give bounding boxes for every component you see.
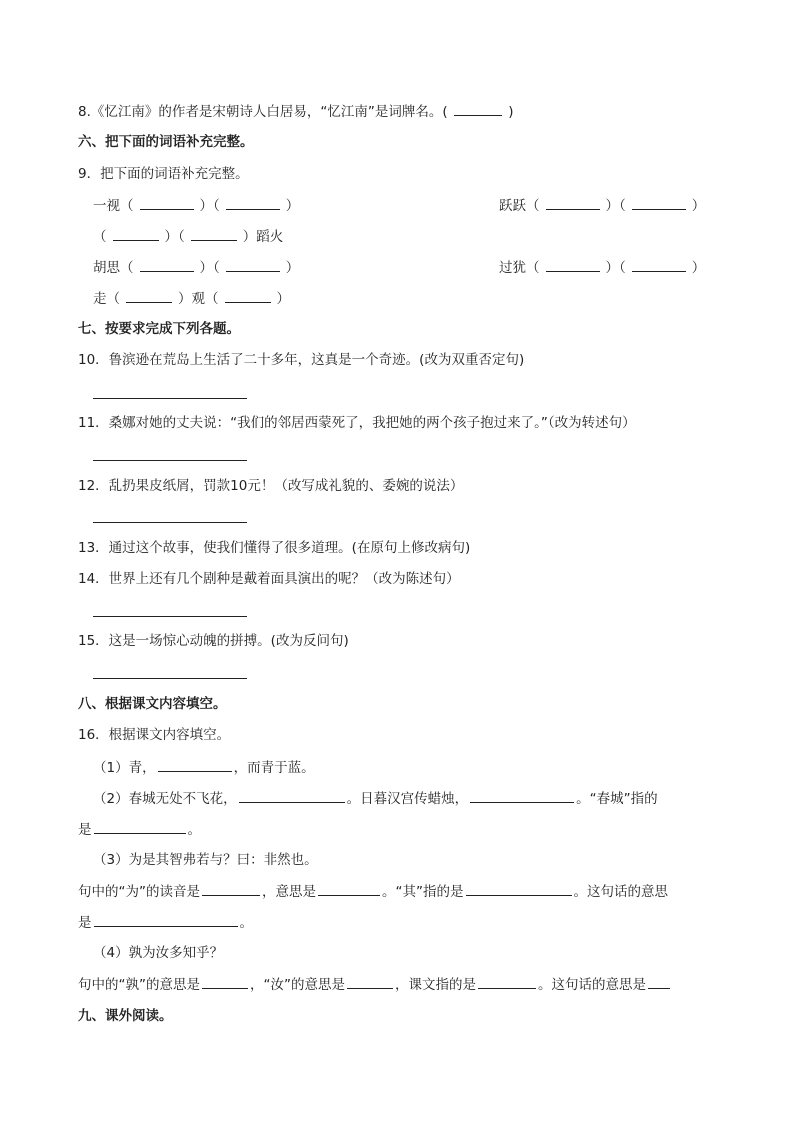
q9-text: 过犹（: [499, 260, 540, 276]
question-10: 10．鲁滨逊在荒岛上生活了二十多年，这真是一个奇迹。(改为双重否定句): [78, 352, 525, 368]
q9-text: ）: [285, 198, 300, 214]
question-9-stem: 9．把下面的词语补充完整。: [78, 166, 249, 182]
answer-blank[interactable]: [158, 757, 232, 772]
q16-part4-line: [78, 974, 672, 995]
section-8-heading: 八、根据课文内容填空。: [78, 696, 227, 712]
question-11: 11．桑娜对她的丈夫说：“我们的邻居西蒙死了，我把她的两个孩子抱过来了。”（改为转述句）: [78, 415, 636, 431]
q16-text: ，“汝”的意思是: [250, 977, 345, 993]
q9-text: ）（: [605, 260, 626, 276]
answer-blank[interactable]: [632, 195, 686, 210]
answer-blank[interactable]: [648, 974, 670, 989]
q16-text: ，课文指的是: [395, 977, 476, 993]
answer-blank[interactable]: [470, 788, 574, 803]
q9-text: ）: [691, 198, 706, 214]
section-6-heading: 六、把下面的词语补充完整。: [78, 134, 254, 150]
answer-blank[interactable]: [94, 912, 238, 927]
q16-part1: [93, 757, 315, 778]
q9-text: ）: [285, 260, 300, 276]
answer-blank[interactable]: [94, 819, 186, 834]
q9-row1-right: [499, 195, 705, 216]
q9-text: ）: [276, 291, 290, 307]
q16-part2: [93, 788, 658, 809]
q9-text: ）（: [164, 229, 185, 245]
q16-text: 句中的“为”的读音是: [78, 884, 200, 900]
q16-text: ，而青于蓝。: [233, 760, 315, 776]
q16-part4: （4）孰为汝多知乎？: [93, 945, 224, 961]
q16-text: 句中的“孰”的意思是: [78, 977, 200, 993]
answer-blank[interactable]: [454, 101, 502, 116]
answer-blank[interactable]: [191, 226, 237, 241]
q16-text: 是: [78, 915, 92, 931]
question-16-stem: 16．根据课文内容填空。: [78, 727, 231, 743]
answer-blank[interactable]: [546, 195, 600, 210]
answer-blank[interactable]: [466, 881, 572, 896]
q16-part3-line: [78, 881, 668, 902]
answer-blank[interactable]: [347, 974, 393, 989]
question-8-text: 8.《忆江南》的作者是宋朝诗人白居易，“忆江南”是词牌名。(: [78, 104, 448, 120]
q16-text: 。“春城”指的: [576, 791, 658, 807]
answer-blank[interactable]: [202, 974, 248, 989]
q16-text: 。这句话的意思: [573, 884, 668, 900]
q9-text: ）（: [605, 198, 626, 214]
answer-line[interactable]: [93, 522, 247, 523]
q16-text: （1）青，: [93, 760, 156, 776]
q16-part3-cont: [78, 912, 253, 933]
question-13: 13．通过这个故事，使我们懂得了很多道理。(在原句上修改病句): [78, 540, 471, 556]
answer-line[interactable]: [93, 398, 247, 399]
q16-text: 。: [187, 822, 201, 838]
answer-blank[interactable]: [140, 257, 194, 272]
q16-text: 。“其”指的是: [382, 884, 464, 900]
answer-line[interactable]: [93, 460, 247, 461]
q16-part3: （3）为是其智弗若与？曰：非然也。: [93, 852, 318, 868]
q9-row2: [93, 226, 283, 247]
q16-part2-cont: [78, 819, 201, 840]
answer-line[interactable]: [93, 616, 247, 617]
q16-text: 。日暮汉宫传蜡烛，: [346, 791, 469, 807]
q9-text: ）（: [199, 260, 220, 276]
q9-text: ）（: [199, 198, 220, 214]
q9-text: 一视（: [93, 198, 134, 214]
answer-blank[interactable]: [239, 788, 345, 803]
section-7-heading: 七、按要求完成下列各题。: [78, 321, 240, 337]
question-12: 12．乱扔果皮纸屑，罚款10元！（改写成礼貌的、委婉的说法）: [78, 478, 464, 494]
answer-blank[interactable]: [202, 881, 260, 896]
answer-blank[interactable]: [546, 257, 600, 272]
q16-text: （2）春城无处不飞花，: [93, 791, 237, 807]
answer-blank[interactable]: [478, 974, 536, 989]
q9-row3-left: [93, 257, 299, 278]
q9-text: ）: [691, 260, 706, 276]
answer-blank[interactable]: [226, 257, 280, 272]
q16-text: 是: [78, 822, 92, 838]
q9-row4: [93, 288, 290, 309]
q16-text: 。: [239, 915, 253, 931]
question-14: 14．世界上还有几个剧种是戴着面具演出的呢？（改为陈述句）: [78, 571, 460, 587]
q9-text: ）观（: [178, 291, 219, 307]
answer-blank[interactable]: [318, 881, 380, 896]
q9-text: ）蹈火: [242, 229, 284, 245]
section-9-heading: 九、课外阅读。: [78, 1008, 173, 1024]
answer-blank[interactable]: [140, 195, 194, 210]
answer-blank[interactable]: [126, 288, 172, 303]
answer-line[interactable]: [93, 678, 247, 679]
question-15: 15．这是一场惊心动魄的拼搏。(改为反问句): [78, 633, 349, 649]
q9-row3-right: [499, 257, 705, 278]
q9-text: 胡思（: [93, 260, 134, 276]
q16-text: ，意思是: [262, 884, 316, 900]
answer-blank[interactable]: [225, 288, 271, 303]
q9-text: 走（: [93, 291, 120, 307]
question-8: [78, 101, 514, 122]
q9-row1-left: [93, 195, 299, 216]
q9-text: （: [93, 229, 107, 245]
answer-blank[interactable]: [632, 257, 686, 272]
answer-blank[interactable]: [226, 195, 280, 210]
q9-text: 跃跃（: [499, 198, 540, 214]
question-8-close: ): [508, 104, 514, 120]
answer-blank[interactable]: [113, 226, 159, 241]
q16-text: 。这句话的意思是: [538, 977, 646, 993]
